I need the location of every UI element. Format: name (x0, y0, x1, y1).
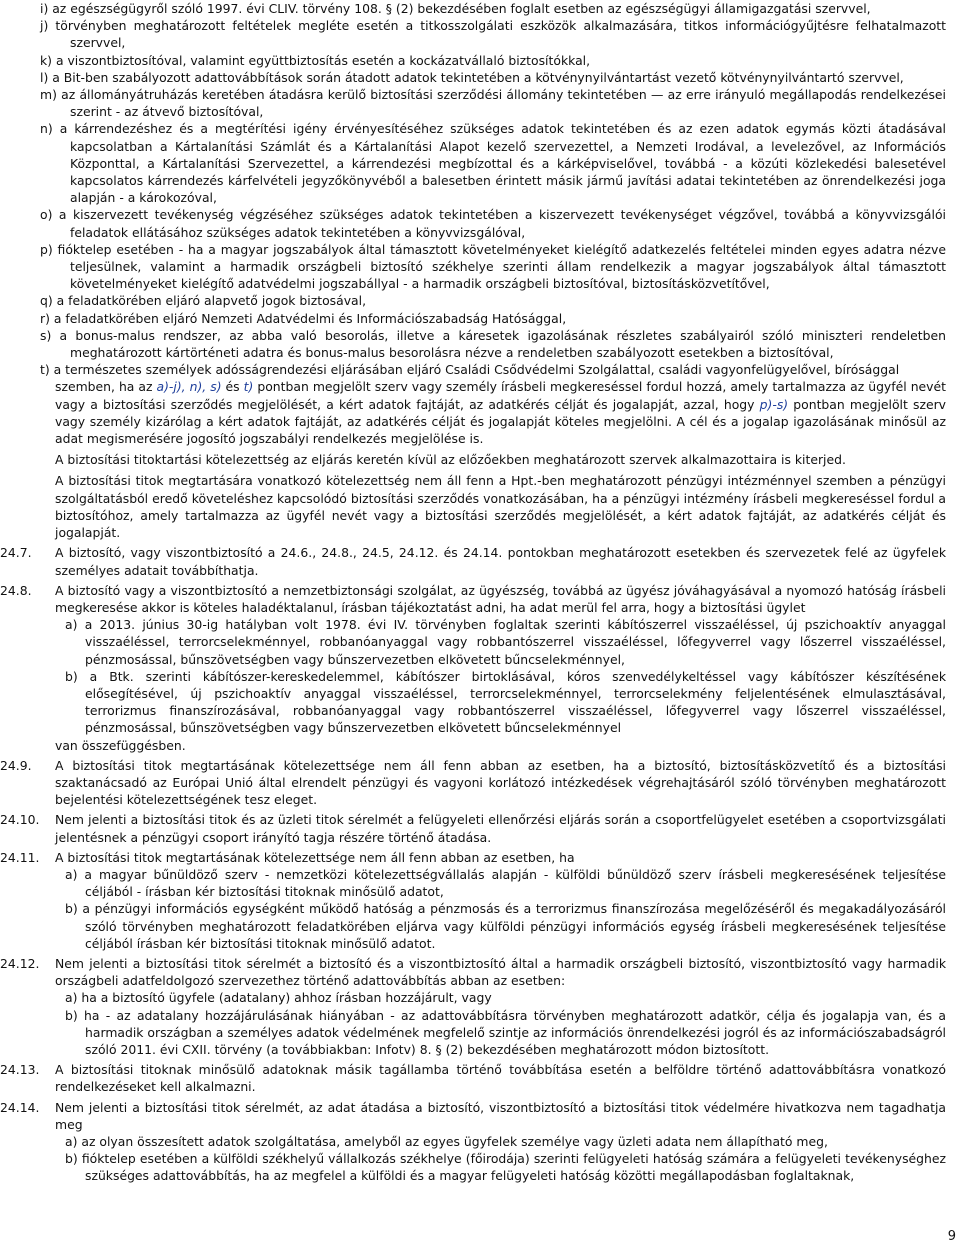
list-continuation (40, 0, 946, 378)
list-item: p) fióktelep esetében - ha a magyar jogszabályok által támasztott követelményeket kielégítő adatkezelés feltételei minden egyes adatra nézve teljesülnek, valamint a harmadik országbeli biztosító székhelye szerinti állam rendelkezik a magyar jogszabályok által támasztott követelményeket kielégítő adatvédelmi jogszabállyal - a harmadik országbeli biztosítóval, biztosításközvetítővel, (40, 241, 946, 292)
section-number: 24.9. (0, 757, 32, 773)
section (0, 544, 946, 578)
point-reference: p)-s) (759, 396, 789, 412)
section-tail: van összefüggésben. (55, 737, 186, 753)
section-subitem: b) a Btk. szerinti kábítószer-kereskedelemmel, kábítószer birtoklásával, kóros szenvedélykeltéssel vagy kábítószer készítésének elősegítésével, új pszichoaktív anyaggal visszaéléssel, terrorcselekménnyel, terrorcselekmény feljelentésének elmulasztásával, terrorizmus finanszírozásával, robbanóanyaggal vagy robbantószerrel visszaéléssel, lőfegyverrel vagy lőszerrel visszaéléssel, pénzmosással, bűnszövetségben vagy bűnszervezetben elkövetett bűncselekménnyel (65, 668, 946, 736)
section-number: 24.7. (0, 545, 32, 561)
section-number: 24.12. (0, 955, 40, 971)
section-body: A biztosítási titok megtartásának kötelezettsége nem áll fenn abban az esetben, ha a biztosító, biztosításközvetítő és a biztosítási szaktanácsadó az Európai Unió által elrendelt pénzügyi és vagyoni korlátozó intézkedések végrehajtásáról szóló törvényben meghatározott bejelentési kötelezettségének tesz eleget. (55, 757, 946, 808)
text-span: és (221, 379, 244, 395)
paragraph-szemben (55, 378, 946, 447)
page-number: 9 (947, 1228, 956, 1244)
section-subitem: a) a 2013. június 30-ig hatályban volt 1978. évi IV. törvényben foglaltak szerinti kábítószerrel visszaéléssel, új pszichoaktív anyaggal visszaéléssel, terrorcselekménnyel, robbanóanyaggal vagy robbantószerrel visszaéléssel, lőfegyverrel vagy lőszerrel visszaéléssel, pénzmosással, bűnszövetségben vagy bűnszervezetben elkövetett bűncselekménnyel, (65, 617, 946, 667)
section (0, 811, 946, 845)
section-subitem: b) a pénzügyi információs egységként működő hatóság a pénzmosás és a terrorizmus finanszírozása megelőzéséről és megakadályozásáról szóló törvényben meghatározott feladatkörében eljárva vagy külföldi pénzügyi információs egység írásbeli megkeresésének teljesítése céljából írásban kér biztosítási titoknak minősülő adatot. (65, 901, 946, 951)
section (0, 849, 946, 952)
list-item: s) a bonus-malus rendszer, az abba való besorolás, illetve a káresetek igazolásának részletes szabályairól szóló miniszteri rendeletben meghatározott kártörténeti adatra és bonus-malus besorolásra nézve a rendeletben szabályozott esetekben a biztosítóval, (40, 327, 946, 361)
section-body: A biztosító, vagy viszontbiztosító a 24.6., 24.8., 24.5, 24.12. és 24.14. pontokban meghatározott esetekben és szervezetek felé az ügyfelek személyes adatait továbbíthatja. (55, 545, 946, 578)
section (0, 582, 946, 754)
section (0, 955, 946, 1058)
section-subitem: a) az olyan összesített adatok szolgáltatása, amelyből az egyes ügyfelek személye vagy üzleti adata nem állapítható meg, (65, 1134, 828, 1149)
section-subitem: b) fióktelep esetében a külföldi székhelyű vállalkozás székhelye (főirodája) szerinti felügyeleti hatóság számára a felügyeleti tevékenységhez szükséges adattovábbítás, ha az megfelel a külföldi és a magyar felügyeleti hatóság közötti megállapodásban foglaltaknak, (65, 1151, 946, 1184)
list-item: i) az egészségügyről szóló 1997. évi CLIV. törvény 108. § (2) bekezdésében foglalt esetben az egészségügyi államigazgatási szervvel, (40, 1, 871, 16)
section-body: Nem jelenti a biztosítási titok sérelmét, az adat átadása a biztosító, viszontbiztosító a biztosítási titok védelmére hivatkozva nem tagadhatja meg (55, 1099, 946, 1132)
section-body: A biztosítási titoknak minősülő adatoknak másik tagállamba történő továbbítása esetén a belföldre történő adattovábbításra vonatkozó rendelkezéseket kell alkalmazni. (55, 1062, 946, 1095)
section-body: A biztosítási titok megtartásának kötelezettsége nem áll fenn abban az esetben, ha (55, 849, 575, 865)
paragraph-financial-institution: A biztosítási titok megtartására vonatkozó kötelezettség nem áll fenn a Hpt.-ben meghatározott pénzügyi intézménnyel szemben a pénzügyi szolgáltatásból eredő követeléshez kapcsolódó biztosítási szerződés vonatkozásában, ha a pénzügyi intézmény írásbeli megkereséssel fordul a biztosítóhoz, amely tartalmazza az ügyfél nevét vagy a biztosítási szerződés megjelölését, a kért adatok fajtáját, az adatkérés célját és jogalapját. (55, 473, 946, 541)
point-reference: a)-j), n), s) (156, 379, 222, 395)
section-subitem: a) ha a biztosító ügyfele (adatalany) ahhoz írásban hozzájárult, vagy (65, 990, 492, 1006)
point-reference: t) (243, 379, 254, 395)
section-subitem: a) a magyar bűnüldöző szerv - nemzetközi kötelezettségvállalás alapján - külföldi bűnüldöző szerv írásbeli megkeresésének teljesítése céljából - írásban kér biztosítási titoknak minősülő adatot, (65, 866, 946, 900)
section-number: 24.8. (0, 582, 32, 598)
text-span: pontban megjelölt szerv vagy személy kizárólag a kért adatok fajtáját, az adatkérés célját és jogalapját köteles megjelölni. A cél és a jogalap igazolásának minősül az adat megismerésére jogosító jogszabályi rendelkezés megjelölése is. (55, 396, 946, 447)
list-item: k) a viszontbiztosítóval, valamint együttbiztosítás esetén a kockázatvállaló biztosítókkal, (40, 52, 591, 68)
section (0, 1061, 946, 1095)
list-item: q) a feladatkörében eljáró alapvető jogok biztosával, (40, 293, 367, 309)
list-item: o) a kiszervezett tevékenység végzéséhez szükséges adatok tekintetében a kiszervezett tevékenységet végzővel, továbbá a könyvvizsgálói feladatok ellátásához szükséges adatok tekintetében a könyvvizsgálóval, (40, 207, 946, 240)
section-body: Nem jelenti a biztosítási titok sérelmét a biztosító és a viszontbiztosító által a harmadik országbeli biztosító, viszontbiztosító vagy harmadik országbeli adatfeldolgozó szervezethez történő adattovábbítás abban az esetben: (55, 955, 946, 989)
section-number: 24.11. (0, 849, 40, 865)
paragraph-confidentiality-scope: A biztosítási titoktartási kötelezettség az eljárás keretén kívül az előzőekben meghatározott szervek alkalmazottaira is kiterjed. (55, 452, 846, 468)
list-item: t) a természetes személyek adósságrendezési eljárásában eljáró Családi Csődvédelmi Szolgálattal, családi vagyonfelügyelővel, bírósággal (40, 362, 900, 378)
text-span: szemben, ha az (55, 379, 157, 395)
section (0, 1099, 946, 1185)
section-subitem: b) ha - az adatalany hozzájárulásának hiányában - az adattovábbításra törvényben meghatározott adatkör, célja és jogalapja van, és a harmadik országban a személyes adatok védelmének megfelelő szintje az információs önrendelkezési jogról és az információszabadságról szóló 2011. évi CXII. törvény (a továbbiakban: Infotv) 8. § (2) bekezdésében meghatározott módon biztosított. (65, 1007, 946, 1057)
list-item: n) a kárrendezéshez és a megtérítési igény érvényesítéséhez szükséges adatok tekintetében és az ezen adatok egymás közti átadásával kapcsolatban a Kártalanítási Számlát és a Kártalanítási Alapot kezelő szervezettel, a Nemzeti Irodával, a levelezővel, az Információs Központtal, a Kártalanítási Szervezettel, a kárrendezési megbízottal és a kárképviselővel, továbbá - a közúti közlekedési balesetével kapcsolatos kárrendezés kárfelvételi jegyzőkönyvéből a balesetben érintett másik jármű javítási adatai tekintetében az önrendelkezési joga alapján - a károkozóval, (40, 121, 946, 206)
list-item: m) az állományátruházás keretében átadásra kerülő biztosítási szerződési állomány tekintetében — az erre irányuló megállapodás rendelkezései szerint - az átvevő biztosítóval, (40, 87, 946, 120)
section-body: Nem jelenti a biztosítási titok és az üzleti titok sérelmét a felügyeleti ellenőrzési eljárás során a csoportfelügyelet esetében a csoportvizsgálati jelentésnek a pénzügyi csoport irányító tagja részére történő átadása. (55, 812, 946, 845)
list-item: j) törvényben meghatározott feltételek megléte esetén a titkosszolgálati eszközök alkalmazására, titkos információgyűjtésre felhatalmazott szervvel, (40, 18, 946, 51)
section (0, 757, 946, 809)
section-number: 24.10. (0, 812, 40, 828)
list-item: r) a feladatkörében eljáró Nemzeti Adatvédelmi és Információszabadság Hatósággal, (40, 310, 567, 326)
list-item: l) a Bit-ben szabályozott adattovábbítások során átadott adatok tekintetében a kötvénynyilvántartást vezető kötvénynyilvántartó szervvel, (40, 69, 904, 85)
section-number: 24.13. (0, 1062, 40, 1078)
text-span: pontban megjelölt szerv vagy személy írásbeli megkereséssel fordul hozzá, amely tartalmazza az ügyfél nevét vagy a biztosítási szerződés megjelölését, a kért adatok fajtáját, az adatkérés célját és jogalapját, azzal, hogy (55, 379, 946, 412)
section-body: A biztosító vagy a viszontbiztosító a nemzetbiztonsági szolgálat, az ügyészség, továbbá az ügyész jóváhagyásával a nyomozó hatóság írásbeli megkeresése akkor is köteles haladéktalanul, írásban tájékoztatást adni, ha adat merül fel arra, hogy a biztosítási ügylet (55, 582, 946, 615)
numbered-sections (0, 544, 960, 1184)
section-number: 24.14. (0, 1099, 40, 1115)
